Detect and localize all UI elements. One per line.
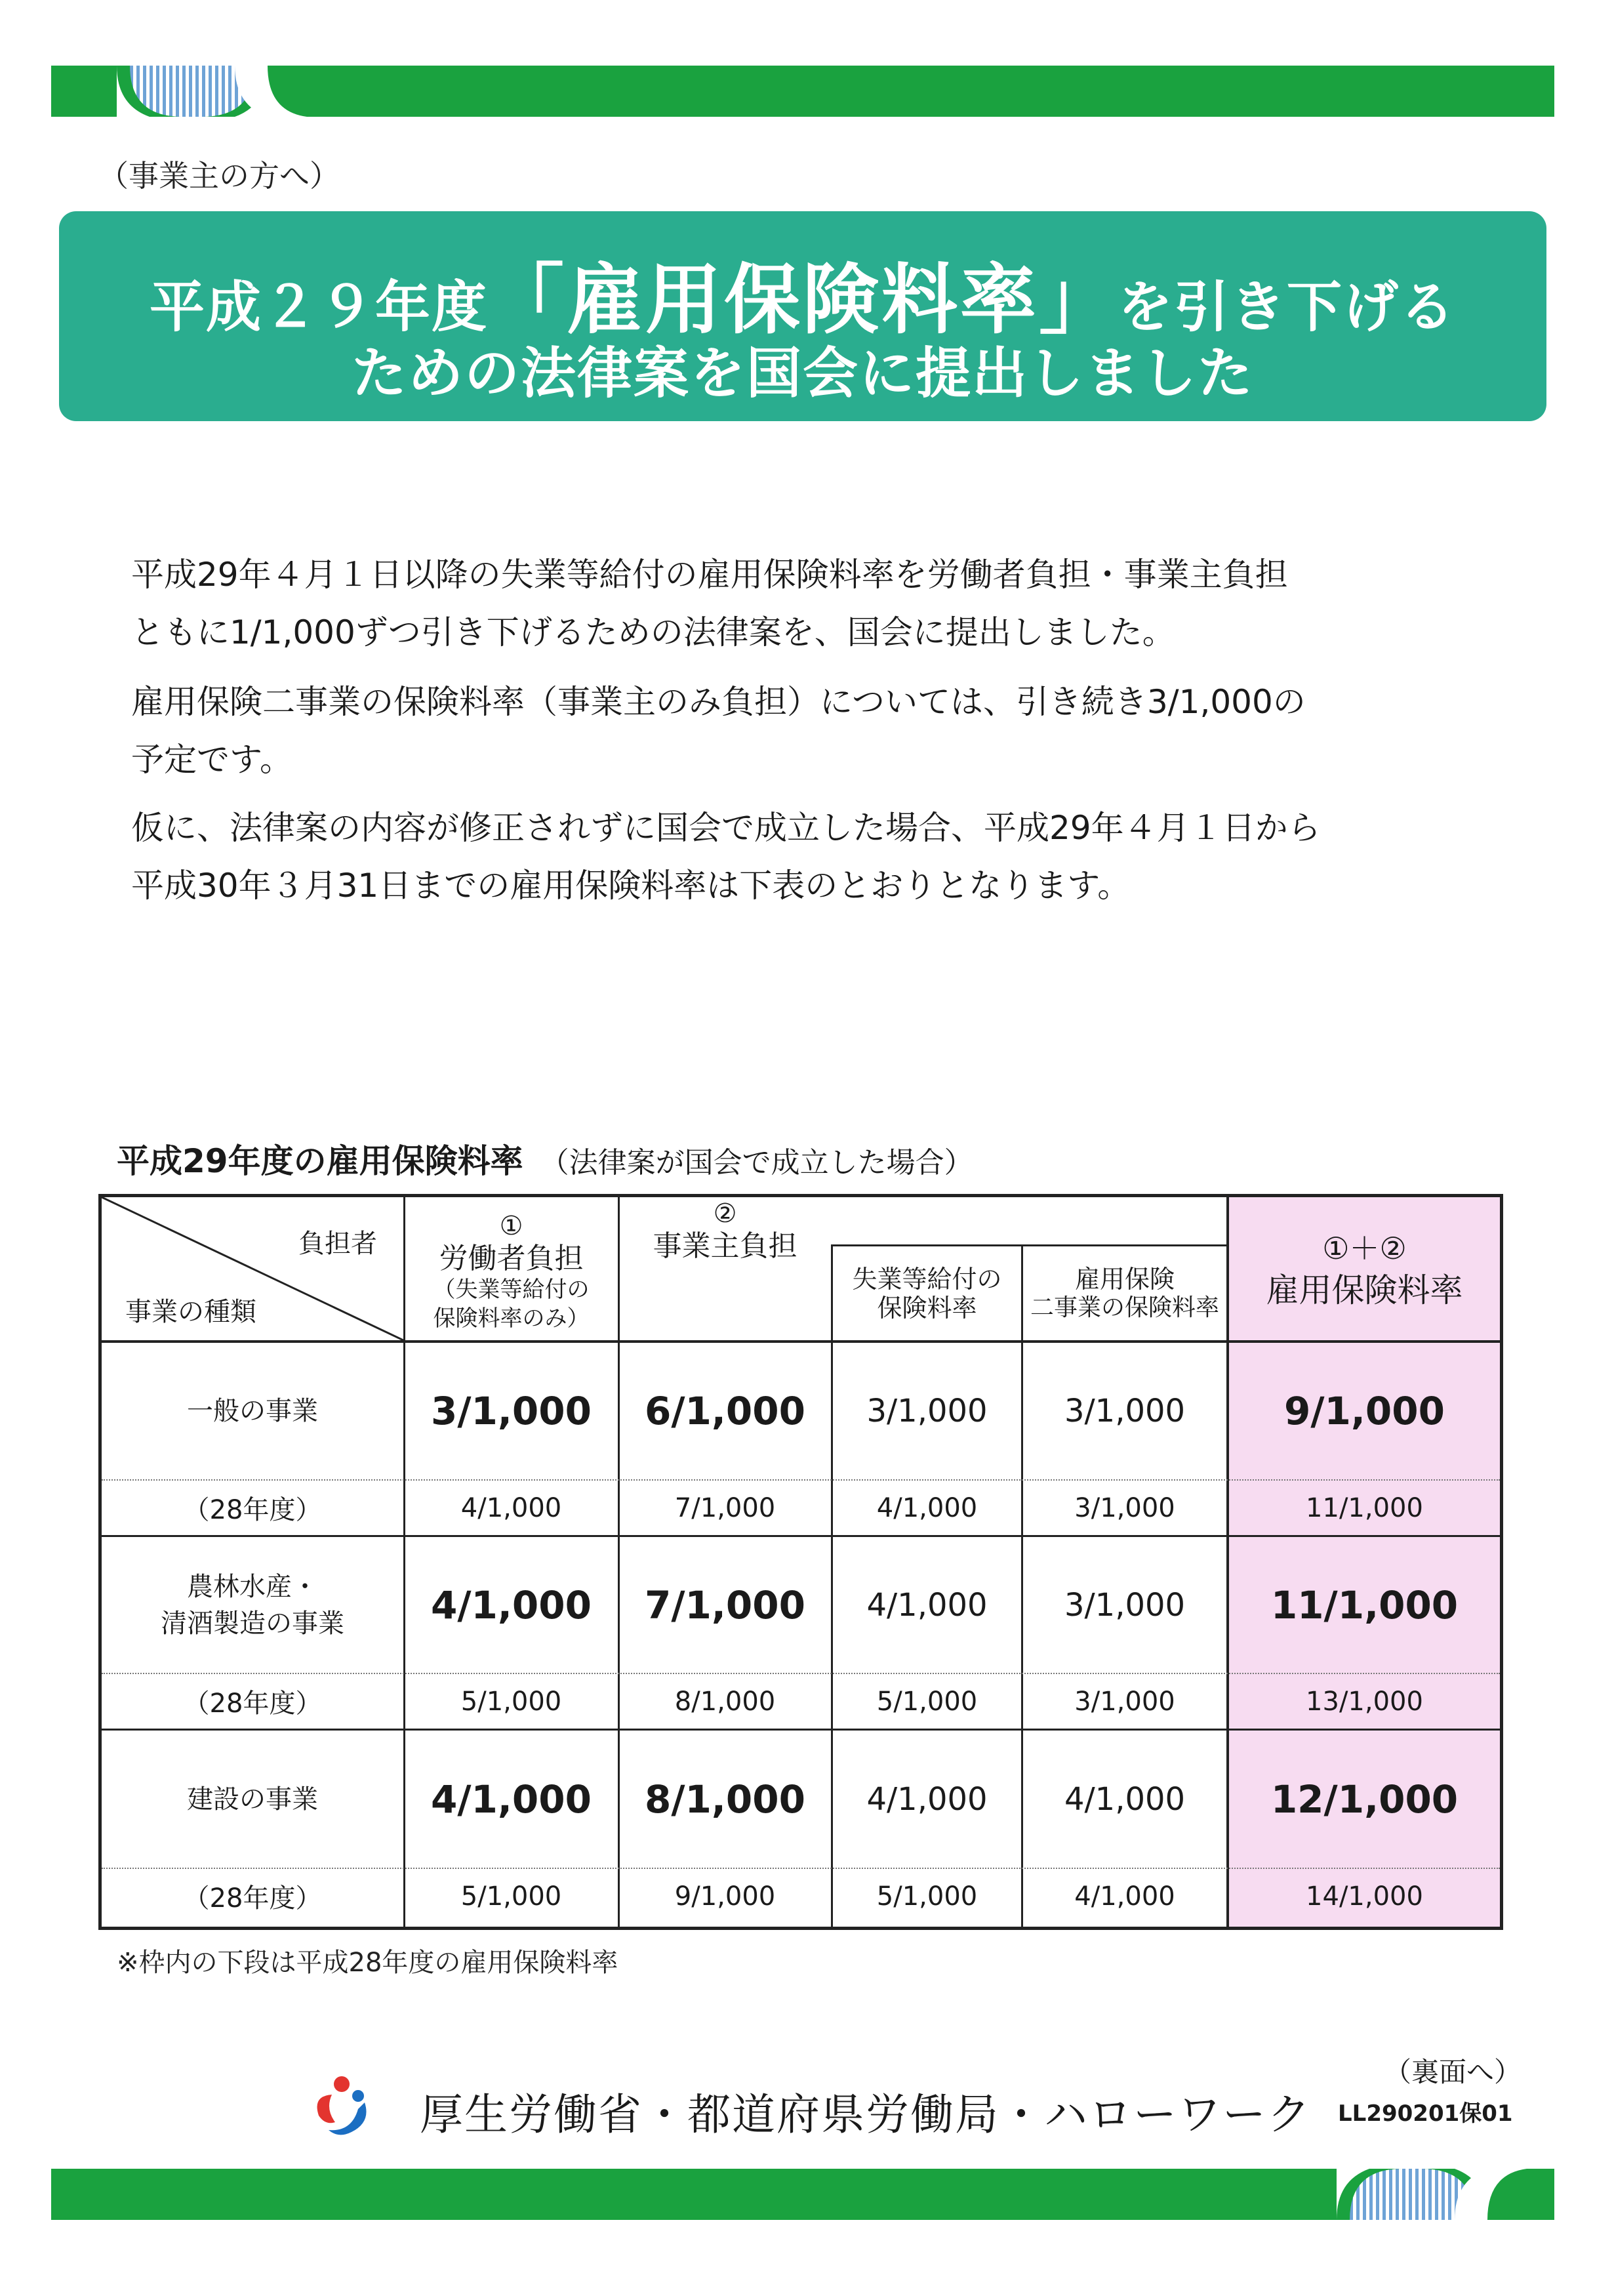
prev-cell: 4/1,000 [876,1492,978,1523]
header-employer [619,1199,831,1263]
header-total-title: 雇用保険料率 [1266,1271,1463,1309]
paragraph-3-line-2: 平成30年３月31日までの雇用保険料率は下表のとおりとなります。 [131,867,1131,905]
header-worker-note-2: 保険料率のみ） [433,1305,590,1332]
title-suffix: を引き下げる [1118,275,1457,339]
paragraph-3-line-1: 仮に、法律案の内容が修正されずに国会で成立した場合、平成29年４月１日から [131,809,1321,847]
table-cell: 4/1,000 [866,1586,988,1624]
row-label-construction [102,1731,403,1868]
table-cell: 3/1,000 [1064,1586,1186,1624]
header-unemployment-line-2: 保険料率 [877,1294,977,1322]
title-line-2: ための法律案を国会に提出しました [351,341,1254,405]
prev-cell: 9/1,000 [674,1881,776,1912]
header-business-type: 事業の種類 [125,1297,256,1327]
table-cell: 3/1,000 [1064,1393,1186,1429]
header-unemployment-line-1: 失業等給付の [852,1265,1002,1294]
table-cell-total: 11/1,000 [1270,1582,1459,1628]
table-cell: 4/1,000 [866,1780,988,1818]
prev-year-label: （28年度） [183,1689,322,1719]
header-total-rate [1229,1210,1500,1328]
document-code: LL290201保01 [1338,2101,1513,2127]
row-label-line-1: 建設の事業 [187,1784,318,1814]
prev-cell-total: 11/1,000 [1306,1492,1423,1523]
table-caption-title: 平成29年度の雇用保険料率 [117,1142,523,1180]
paragraph-1 [131,546,1495,661]
header-worker [405,1204,618,1338]
row-label-agriculture [102,1537,403,1673]
table-cell-total: 9/1,000 [1284,1389,1445,1433]
table-cell: 4/1,000 [431,1582,592,1628]
prev-cell: 5/1,000 [460,1881,562,1912]
header-employer-title: 事業主負担 [653,1229,797,1263]
table-cell: 4/1,000 [1064,1780,1186,1818]
header-total-mark: ①＋② [1322,1231,1407,1266]
audience-label: （事業主の方へ） [98,158,340,194]
title-prefix: 平成２９年度 [149,275,488,339]
row-label-line-1: 一般の事業 [187,1396,318,1426]
prev-cell: 8/1,000 [674,1686,776,1717]
prev-cell-total: 13/1,000 [1306,1686,1423,1717]
prev-cell: 4/1,000 [1074,1881,1175,1912]
prev-year-label: （28年度） [183,1495,322,1525]
paragraph-2-line-2: 予定です。 [131,741,293,779]
header-two-programs-line-1: 雇用保険 [1074,1265,1175,1294]
continued-on-back-label: （裏面へ） [1384,2056,1522,2088]
paragraph-1-line-1: 平成29年４月１日以降の失業等給付の雇用保険料率を労働者負担・事業主負担 [131,556,1288,594]
table-cell: 6/1,000 [645,1389,805,1433]
header-worker-title: 労働者負担 [439,1241,584,1275]
prev-cell: 3/1,000 [1074,1492,1175,1523]
prev-cell: 5/1,000 [460,1686,562,1717]
prev-year-label: （28年度） [183,1883,322,1914]
ministry-logo-icon [306,2070,378,2144]
header-burden: 負担者 [298,1229,377,1259]
top-decorative-band [51,66,1554,117]
ministry-name: 厚生労働省・都道府県労働局・ハローワーク [420,2089,1312,2140]
row-label-line-1: 農林水産・ [187,1571,318,1602]
header-worker-note-1: （失業等給付の [433,1276,590,1303]
paragraph-2-line-1: 雇用保険二事業の保険料率（事業主のみ負担）については、引き続き3/1,000の [131,683,1306,721]
header-worker-mark: ① [499,1210,523,1241]
header-two-programs-rate [1023,1248,1226,1339]
header-unemployment-rate [833,1248,1021,1339]
table-cell: 3/1,000 [431,1389,592,1433]
row-label-general [102,1343,403,1479]
prev-cell: 3/1,000 [1074,1686,1175,1717]
table-caption-sub: （法律案が国会で成立した場合） [540,1146,973,1179]
bottom-decorative-band [51,2169,1554,2220]
paragraph-2 [131,673,1495,789]
prev-cell-total: 14/1,000 [1306,1881,1423,1912]
table-caption [117,1135,973,1182]
row-label-line-2: 清酒製造の事業 [161,1608,344,1639]
header-two-programs-line-2: 二事業の保険料率 [1030,1294,1219,1321]
table-cell-total: 12/1,000 [1270,1776,1459,1822]
table-cell: 4/1,000 [431,1776,592,1822]
prev-cell: 5/1,000 [876,1881,978,1912]
title-box [59,211,1546,421]
prev-cell: 7/1,000 [674,1492,776,1523]
prev-cell: 5/1,000 [876,1686,978,1717]
paragraph-1-line-2: ともに1/1,000ずつ引き下げるための法律案を、国会に提出しました。 [131,613,1175,651]
table-cell: 8/1,000 [645,1776,805,1822]
table-cell: 7/1,000 [645,1582,805,1628]
paragraph-3 [131,799,1495,914]
rate-table [98,1194,1503,1930]
header-employer-mark: ② [713,1199,737,1229]
table-cell: 3/1,000 [866,1393,988,1429]
table-note: ※枠内の下段は平成28年度の雇用保険料率 [117,1948,618,1978]
prev-cell: 4/1,000 [460,1492,562,1523]
title-highlight: 「雇用保険料率」 [488,256,1118,344]
